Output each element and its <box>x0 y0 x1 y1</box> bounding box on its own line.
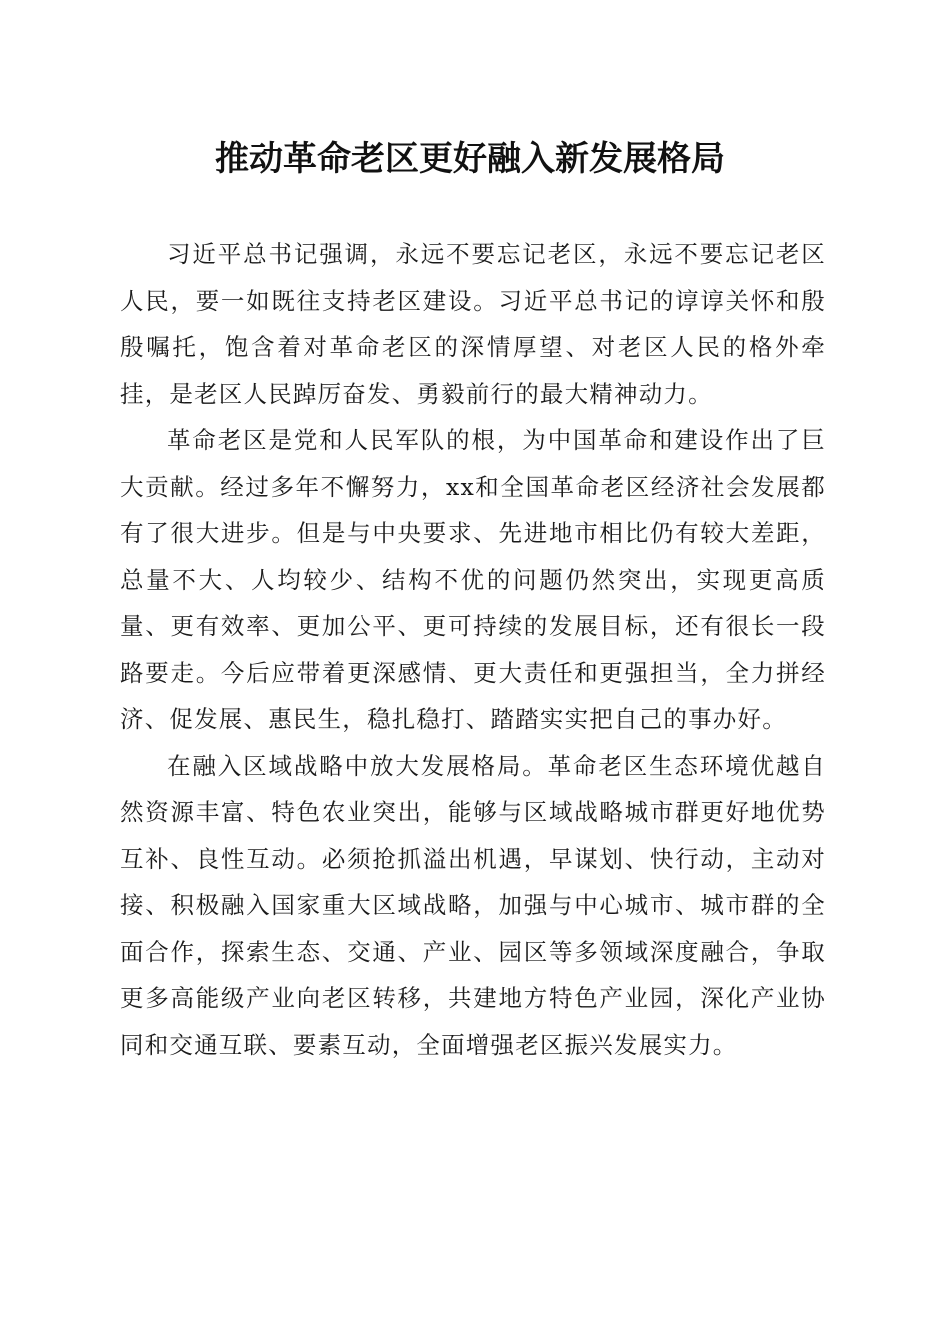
paragraph-1: 习近平总书记强调，永远不要忘记老区，永远不要忘记老区人民，要一如既往支持老区建设。习近平总书记的谆谆关怀和殷殷嘱托，饱含着对革命老区的深情厚望、对老区人民的格外牵挂，是老区人民踔厉奋发、勇毅前行的最大精神动力。 <box>120 240 826 408</box>
paragraph-2: 革命老区是党和人民军队的根，为中国革命和建设作出了巨大贡献。经过多年不懈努力，xx和全国革命老区经济社会发展都有了很大进步。但是与中央要求、先进地市相比仍有较大差距，总量不大、人均较少、结构不优的问题仍然突出，实现更高质量、更有效率、更加公平、更可持续的发展目标，还有很长一段路要走。今后应带着更深感情、更大责任和更强担当，全力拼经济、促发展、惠民生，稳扎稳打、踏踏实实把自己的事办好。 <box>120 426 826 733</box>
document-title: 推动革命老区更好融入新发展格局 <box>215 139 725 179</box>
document-body <box>120 231 826 1068</box>
paragraph-3: 在融入区域战略中放大发展格局。革命老区生态环境优越自然资源丰富、特色农业突出，能够与区域战略城市群更好地优势互补、良性互动。必须抢抓溢出机遇，早谋划、快行动，主动对接、积极融入国家重大区域战略，加强与中心城市、城市群的全面合作，探索生态、交通、产业、园区等多领域深度融合，争取更多高能级产业向老区转移，共建地方特色产业园，深化产业协同和交通互联、要素互动，全面增强老区振兴发展实力。 <box>120 751 826 1059</box>
